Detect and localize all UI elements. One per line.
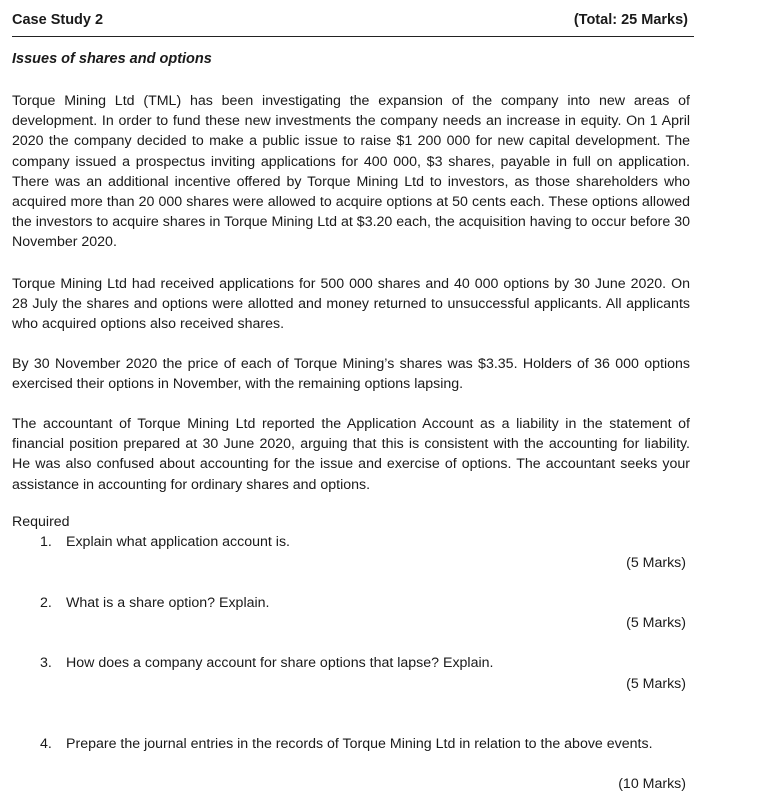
- question-3: [40, 655, 493, 671]
- question-3-marks: (5 Marks): [626, 676, 686, 692]
- required-label: Required: [12, 514, 70, 530]
- total-marks: (Total: 25 Marks): [573, 12, 688, 28]
- paragraph-background: Torque Mining Ltd (TML) has been investigating the expansion of the company into new areas of development. In order to fund these new investments the company needs an increase in equity. On 1 April 2020 the company decided to make a public issue to raise $1 200 000 for new capital development. The company issued a prospectus inviting applications for 400 000, $3 shares, payable in full on application. There was an additional incentive offered by Torque Mining Ltd to investors, as those shareholders who acquired more than 20 000 shares were allowed to acquire options at 50 cents each. These options allowed the investors to acquire shares in Torque Mining Ltd at $3.20 each, the acquisition having to occur before 30 November 2020.: [12, 93, 690, 251]
- question-1: [40, 534, 290, 550]
- question-number: 3.: [40, 655, 52, 671]
- header: [12, 10, 694, 37]
- question-number: 1.: [40, 534, 52, 550]
- question-text: What is a share option? Explain.: [66, 595, 270, 611]
- paragraph-applications: Torque Mining Ltd had received applications for 500 000 shares and 40 000 options by 30 June 2020. On 28 July the shares and options were allotted and money returned to unsuccessful applicants. All applicants who acquired options also received shares.: [12, 276, 690, 333]
- case-study-title: Case Study 2: [12, 12, 104, 28]
- paragraph-accountant: The accountant of Torque Mining Ltd reported the Application Account as a liability in the statement of financial position prepared at 30 June 2020, arguing that this is consistent with the accounting for liability. He was also confused about accounting for the issue and exercise of options. The accountant seeks your assistance in accounting for ordinary shares and options.: [12, 416, 690, 493]
- question-text: Explain what application account is.: [66, 534, 290, 550]
- question-4-marks: (10 Marks): [618, 776, 686, 792]
- section-subtitle: Issues of shares and options: [12, 51, 212, 67]
- question-1-marks: (5 Marks): [626, 555, 686, 571]
- question-number: 2.: [40, 595, 52, 611]
- paragraph-exercise: By 30 November 2020 the price of each of Torque Mining’s shares was $3.35. Holders of 36 000 options exercised their options in November, with the remaining options lapsing.: [12, 356, 690, 393]
- question-2: [40, 595, 269, 611]
- question-4: [40, 736, 653, 752]
- question-2-marks: (5 Marks): [626, 615, 686, 631]
- question-number: 4.: [40, 736, 52, 752]
- question-text: How does a company account for share options that lapse? Explain.: [66, 655, 494, 671]
- question-text: Prepare the journal entries in the records of Torque Mining Ltd in relation to the above events.: [66, 736, 653, 752]
